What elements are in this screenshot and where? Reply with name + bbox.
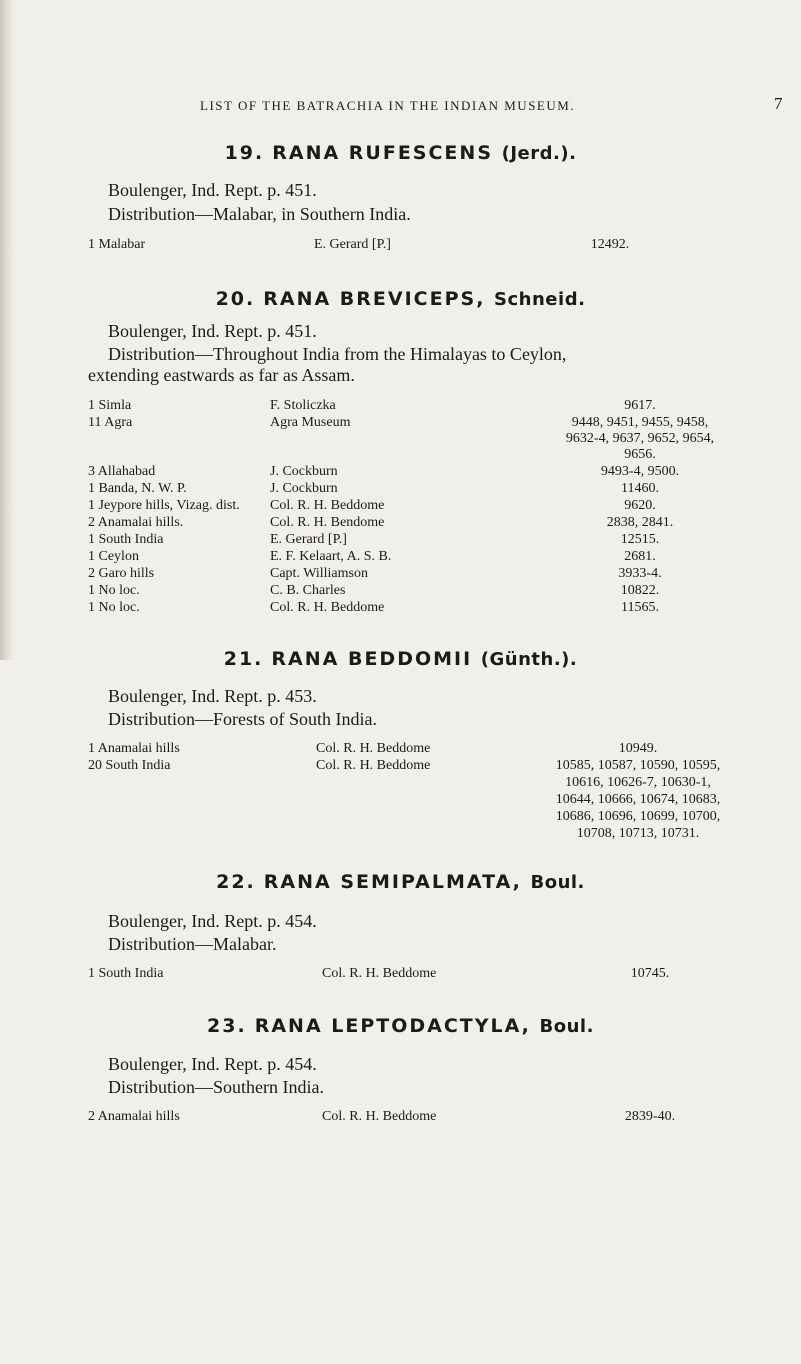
species-authority: Boul. [530,872,585,893]
species-name: RANA BREVICEPS, [263,288,486,310]
running-head-title: LIST OF THE BATRACHIA IN THE INDIAN MUSEUM. [200,98,576,113]
specimen-registers: 10949. [618,741,658,756]
specimen-registers: 3933-4. [618,566,662,581]
specimen-registers-continued: 9632-4, 9637, 9652, 9654, [565,431,715,446]
specimen-locality: 1 Anamalai hills [88,741,180,756]
distribution-continued: extending eastwards as far as Assam. [88,365,355,385]
species-heading [0,1015,801,1037]
specimen-collector: Capt. Williamson [270,566,368,581]
specimen-registers-continued: 10616, 10626-7, 10630-1, [565,775,711,790]
specimen-registers: 10585, 10587, 10590, 10595, [555,758,721,773]
section-number: 21. [223,648,264,670]
specimen-collector: Col. R. H. Beddome [322,1109,437,1124]
specimen-locality: 1 Ceylon [88,549,139,564]
section-number: 23. [207,1015,247,1037]
specimen-registers: 2839-40. [624,1109,676,1124]
specimen-registers-continued: 10644, 10666, 10674, 10683, [555,792,721,807]
specimen-registers: 10745. [630,966,670,981]
species-heading [0,288,801,310]
reference: Boulenger, Ind. Rept. p. 451. [108,180,317,200]
reference: Boulenger, Ind. Rept. p. 454. [108,1054,317,1074]
specimen-collector: Col. R. H. Beddome [316,741,431,756]
species-authority: (Jerd.). [501,143,577,164]
specimen-locality: 1 South India [88,532,164,547]
species-name: RANA BEDDOMII [271,648,473,670]
specimen-registers-continued: 10708, 10713, 10731. [576,826,700,841]
specimen-collector: E. Gerard [P.] [314,237,391,252]
reference: Boulenger, Ind. Rept. p. 454. [108,911,317,931]
section-number: 19. [224,142,265,164]
specimen-registers: 9448, 9451, 9455, 9458, [571,415,709,430]
species-name: RANA LEPTODACTYLA, [254,1015,531,1037]
specimen-registers: 12515. [620,532,660,547]
specimen-registers: 2681. [624,549,656,564]
specimen-collector: Col. R. H. Beddome [270,600,385,615]
distribution: Distribution—Forests of South India. [108,709,377,729]
specimen-registers: 11460. [621,481,659,496]
distribution: Distribution—Southern India. [108,1077,324,1097]
specimen-collector: Col. R. H. Beddome [322,966,437,981]
specimen-locality: 1 Simla [88,398,132,413]
species-name: RANA SEMIPALMATA, [263,871,522,893]
specimen-collector: E. F. Kelaart, A. S. B. [270,549,392,564]
specimen-collector: Col. R. H. Bendome [270,515,385,530]
specimen-registers: 9493-4, 9500. [600,464,680,479]
specimen-collector: F. Stoliczka [270,398,336,413]
specimen-registers-continued: 9656. [624,447,656,462]
specimen-collector: J. Cockburn [270,481,338,496]
section-number: 20. [215,288,256,310]
species-heading [0,142,801,164]
specimen-collector: Col. R. H. Beddome [316,758,431,773]
specimen-collector: C. B. Charles [270,583,346,598]
reference: Boulenger, Ind. Rept. p. 451. [108,321,317,341]
species-heading [0,648,801,670]
specimen-registers: 2838, 2841. [606,515,674,530]
specimen-registers: 10822. [620,583,660,598]
section-number: 22. [216,871,256,893]
species-authority: Schneid. [494,289,586,310]
specimen-registers: 9620. [624,498,656,513]
species-heading [0,871,801,893]
specimen-locality: 1 Banda, N. W. P. [88,481,187,496]
specimen-locality: 20 South India [88,758,171,773]
specimen-locality: 1 South India [88,966,164,981]
specimen-registers: 11565. [621,600,659,615]
specimen-registers: 9617. [624,398,656,413]
species-authority: (Günth.). [480,649,578,670]
specimen-locality: 2 Anamalai hills [88,1109,180,1124]
specimen-collector: Col. R. H. Beddome [270,498,385,513]
species-name: RANA RUFESCENS [272,142,493,164]
specimen-locality: 1 Malabar [88,237,146,252]
specimen-registers: 12492. [590,237,630,252]
distribution: Distribution—Throughout India from the Himalayas to Ceylon, [108,344,567,364]
distribution: Distribution—Malabar, in Southern India. [108,204,411,224]
specimen-collector: Agra Museum [270,415,351,430]
species-authority: Boul. [539,1016,594,1037]
specimen-locality: 1 No loc. [88,583,140,598]
reference: Boulenger, Ind. Rept. p. 453. [108,686,317,706]
specimen-collector: E. Gerard [P.] [270,532,347,547]
specimen-registers-continued: 10686, 10696, 10699, 10700, [555,809,721,824]
distribution: Distribution—Malabar. [108,934,277,954]
specimen-locality: 1 No loc. [88,600,140,615]
specimen-locality: 2 Garo hills [88,566,155,581]
specimen-locality: 2 Anamalai hills. [88,515,184,530]
specimen-locality: 1 Jeypore hills, Vizag. dist. [88,498,240,513]
specimen-locality: 11 Agra [88,415,133,430]
specimen-collector: J. Cockburn [270,464,338,479]
specimen-locality: 3 Allahabad [88,464,156,479]
page-number: 7 [774,94,784,113]
